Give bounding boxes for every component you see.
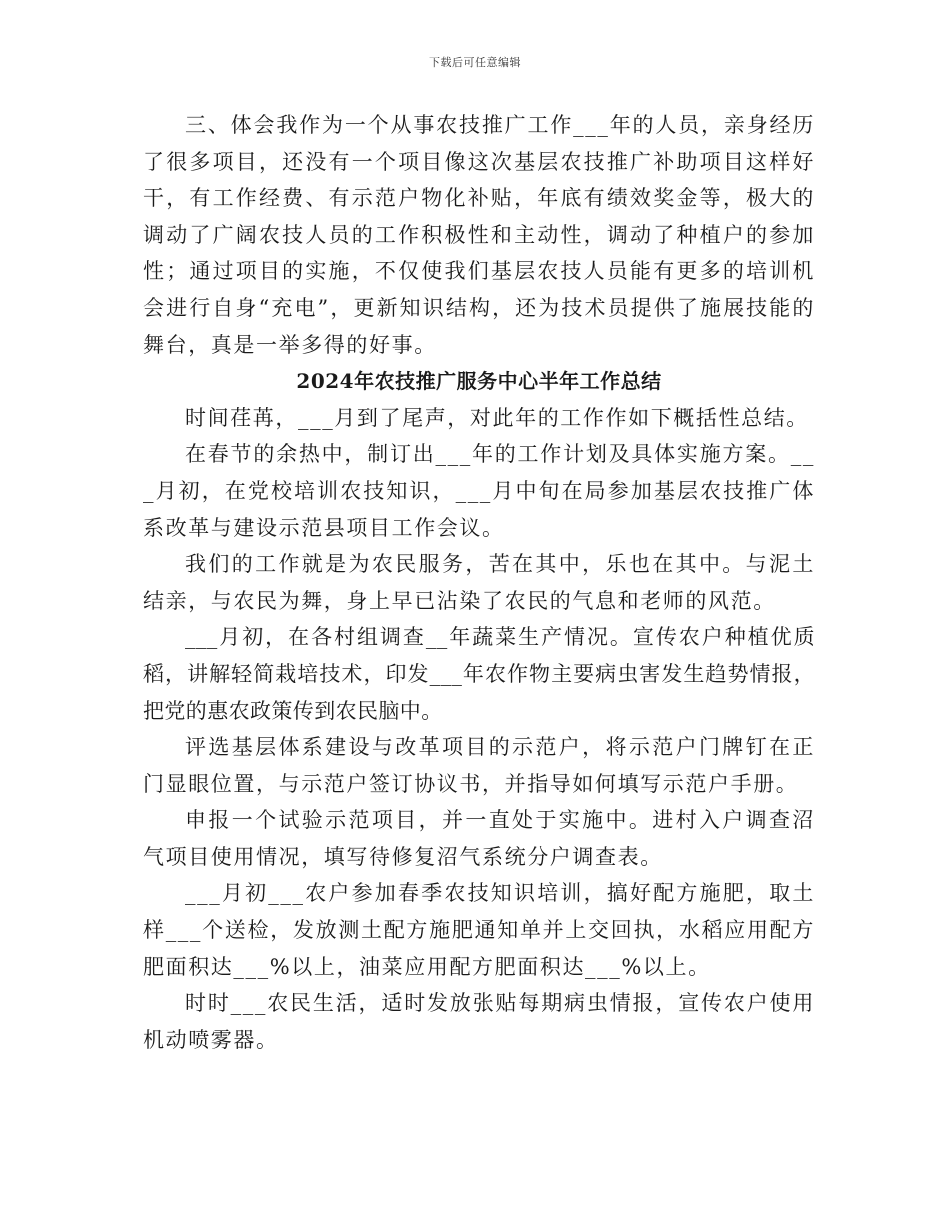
section-title: 2024年农技推广服务中心半年工作总结	[296, 369, 662, 394]
paragraph-village-survey: ___月初，在各村组调查__年蔬菜生产情况。宣传农户种植优质稻，讲解轻简栽培技术，印发___年农作物主要病虫害发生趋势情报，把党的惠农政策传到农民脑中。	[143, 625, 815, 723]
paragraph-demo-households: 评选基层体系建设与改革项目的示范户，将示范户门牌钉在正门显眼位置，与示范户签订协议书，并指导如何填写示范户手册。	[143, 735, 815, 796]
paragraph-experience: 三、体会我作为一个从事农技推广工作___年的人员，亲身经历了很多项目，还没有一个项目像这次基层农技推广补助项目这样好干，有工作经费、有示范户物化补贴，年底有绩效奖金等，极大的调动了广阔农技人员的工作积极性和主动性，调动了种植户的参加性；通过项目的实施，不仅使我们基层农技人员能有更多的培训机会进行自身“充电”，更新知识结构，还为技术员提供了施展技能的舞台，真是一举多得的好事。	[143, 113, 815, 357]
paragraph-intro: 时间荏苒，___月到了尾声，对此年的工作作如下概括性总结。	[185, 405, 809, 430]
paragraph-demo-project: 申报一个试验示范项目，并一直处于实施中。进村入户调查沼气项目使用情况，填写待修复沼气系统分户调查表。	[143, 808, 815, 869]
paragraph-fertilizer-training: ___月初___农户参加春季农技知识培训，搞好配方施肥，取土样___个送检，发放测土配方施肥通知单并上交回执，水稻应用配方肥面积达___%以上，油菜应用配方肥面积达___%以上。	[143, 881, 815, 979]
document-body	[143, 107, 815, 1058]
page-header-note: 下载后可任意编辑	[429, 56, 521, 69]
paragraph-pest-reports: 时时___农民生活，适时发放张贴每期病虫情报，宣传农户使用机动喷雾器。	[143, 991, 815, 1052]
paragraph-spring-plan: 在春节的余热中，制订出___年的工作计划及具体实施方案。___月初，在党校培训农技知识，___月中旬在局参加基层农技推广体系改革与建设示范县项目工作会议。	[143, 442, 815, 540]
paragraph-serve-farmers: 我们的工作就是为农民服务，苦在其中，乐也在其中。与泥土结亲，与农民为舞，身上早已沾染了农民的气息和老师的风范。	[143, 552, 815, 613]
